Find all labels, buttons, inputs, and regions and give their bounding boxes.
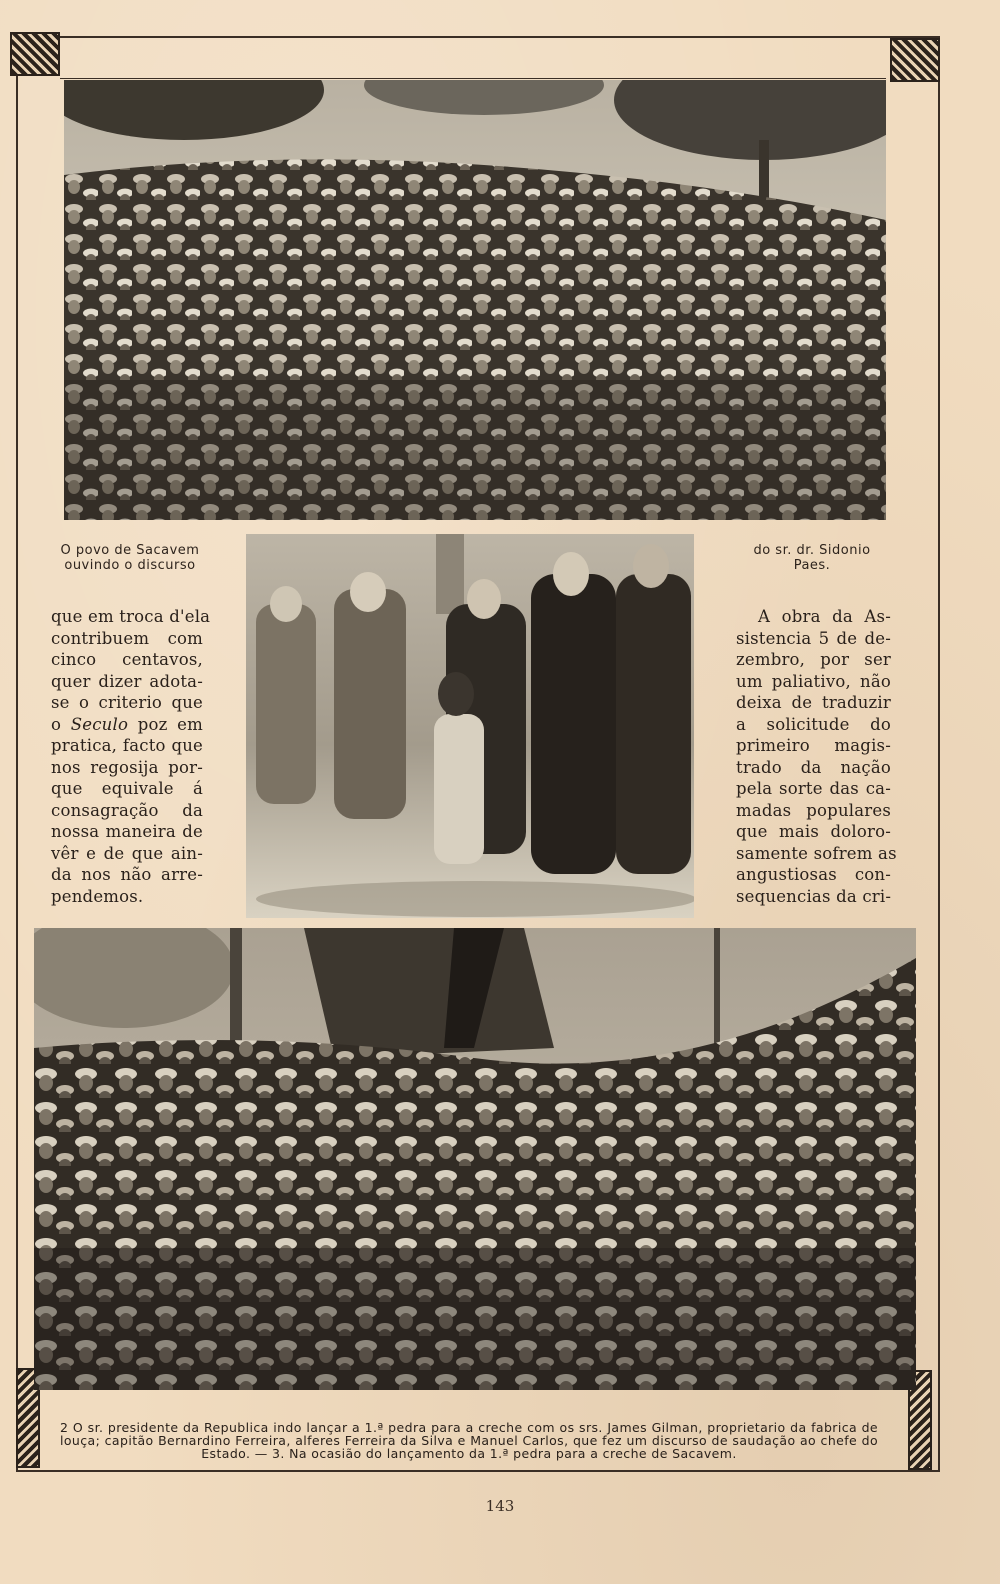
newspaper-name: Seculo: [70, 714, 129, 734]
text-line: madas populares: [736, 800, 891, 820]
text-line: pela sorte das ca-: [736, 779, 891, 798]
caption-crowd-top-right: [732, 543, 892, 573]
text-line: cinco centavos,: [51, 650, 203, 669]
text-line: que equivale á: [51, 779, 203, 798]
text-line: se o criterio que: [51, 693, 203, 712]
text-line: zembro, por ser: [736, 650, 891, 669]
frame-right-rule: [938, 36, 940, 1472]
photo-crowd-bottom: [34, 928, 916, 1390]
caption-line-1: O povo de Sacavem: [60, 543, 200, 558]
caption-line-2: Paes.: [793, 558, 831, 573]
text-line: da nos não arre-: [51, 865, 203, 884]
text-line: quer dizer adota-: [51, 671, 203, 691]
text-line: consagração da: [51, 800, 203, 820]
text-line: contribuem com: [51, 628, 203, 648]
frame-top-rule-inner: [60, 78, 886, 79]
text-line: sequencias da cri-: [736, 886, 892, 906]
article-right-column: [736, 606, 897, 907]
article-left-column: [51, 606, 211, 907]
text-line: primeiro magis-: [736, 736, 891, 755]
frame-left-rule: [16, 36, 18, 1472]
text-line: sistencia 5 de de-: [736, 628, 891, 648]
page-number: 143: [485, 1497, 515, 1515]
text-line: samente sofrem as: [736, 843, 897, 863]
photo-crowd-top: [64, 80, 886, 520]
text-line: deixa de traduzir: [736, 693, 891, 712]
photo-president-walking: [246, 534, 694, 918]
caption-crowd-top-left: [50, 543, 210, 573]
caption-line-2: ouvindo o discurso: [64, 558, 196, 573]
text-line: a solicitude do: [736, 714, 891, 734]
text-line: que mais doloro-: [736, 822, 891, 841]
text-line: pratica, facto que: [51, 736, 203, 755]
text-line: o Seculo poz em: [51, 714, 203, 734]
ornament-top-right-icon: [890, 38, 940, 82]
frame-bottom-rule: [16, 1470, 940, 1472]
photo-caption-bottom: 2 O sr. presidente da Republica indo lançar a 1.ª pedra para a creche com os srs. James Gilman, proprietario da fabrica de louça; capitão Bernardino Ferreira, alferes Ferreira da Silva e Manuel Carlos, que fez um discurso de saudação ao chefe do Estado. — 3. Na ocasião do lançamento da 1.ª pedra para a creche de Sacavem.: [60, 1420, 878, 1461]
frame-top-rule: [14, 36, 940, 38]
ornament-top-left-icon: [10, 32, 60, 76]
text-line: A obra da As-: [758, 607, 891, 626]
caption-line-1: do sr. dr. Sidonio: [753, 543, 871, 558]
text-line: vêr e de que ain-: [51, 843, 203, 863]
text-line: nos regosija por-: [51, 757, 203, 777]
text-line: pendemos.: [51, 886, 144, 906]
text-line: nossa maneira de: [51, 822, 203, 841]
text-line: um paliativo, não: [736, 671, 891, 691]
text-line: trado da nação: [736, 757, 891, 777]
text-line: que em troca d'ela: [51, 607, 211, 626]
text-line: angustiosas con-: [736, 865, 891, 884]
